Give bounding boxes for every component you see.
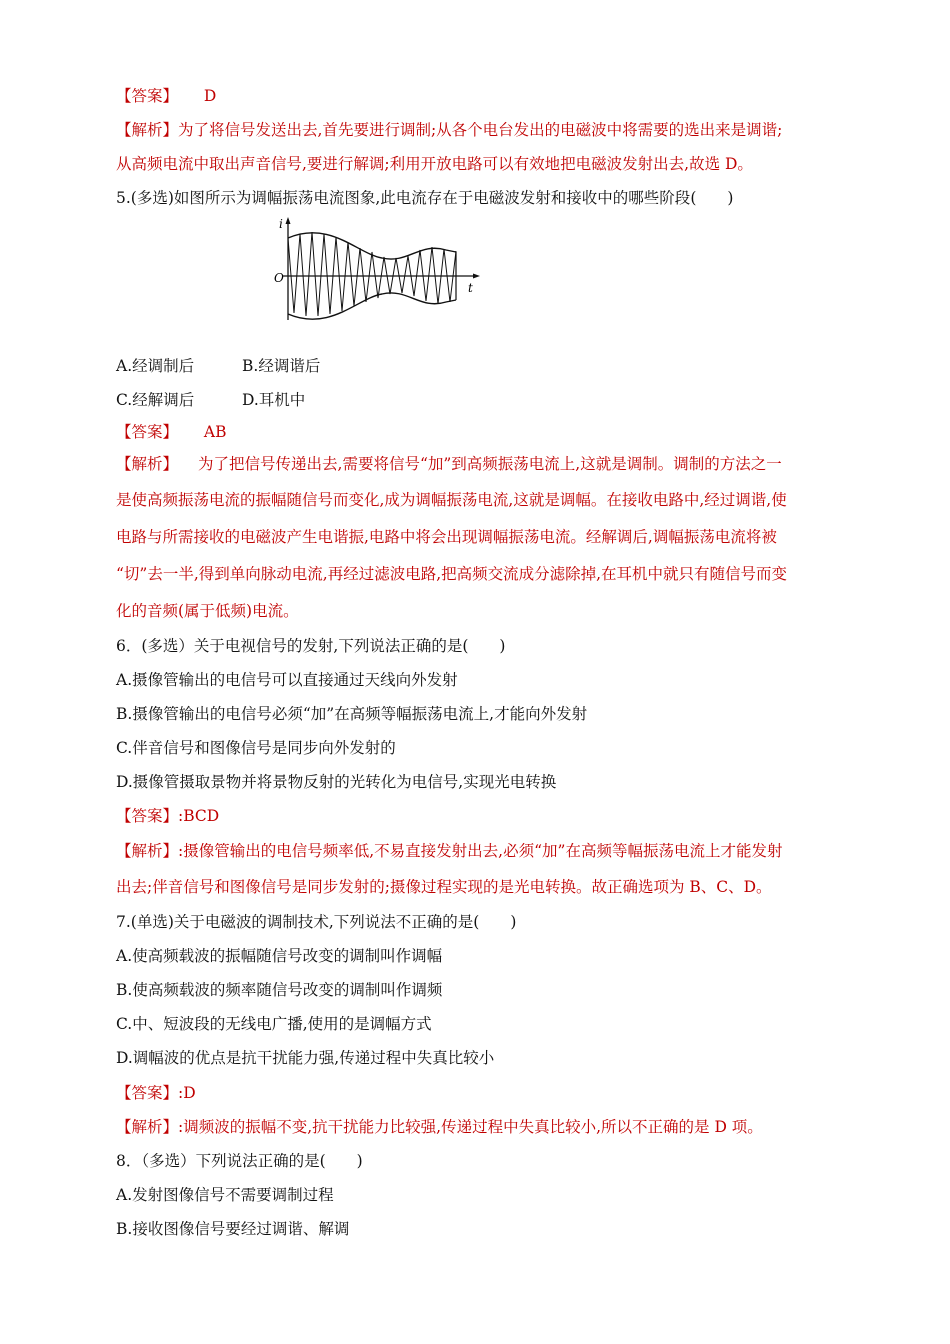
q8-stem: 8．（多选）下列说法正确的是( ) xyxy=(116,1152,363,1170)
q5-stem: 5.(多选)如图所示为调幅振荡电流图象,此电流存在于电磁波发射和接收中的哪些阶段( ) xyxy=(116,189,734,207)
q7-option-d: D.调幅波的优点是抗干扰能力强,传递过程中失真比较小 xyxy=(116,1049,495,1067)
q5-analysis-line-5: 化的音频(属于低频)电流。 xyxy=(116,602,299,620)
answer-value: D xyxy=(203,87,217,105)
q5-options-row-2 xyxy=(116,390,305,410)
q5-options-row-1 xyxy=(116,356,320,376)
answer-value: AB xyxy=(203,423,227,441)
analysis-label: 【解析】 xyxy=(116,842,179,860)
option-d: D.耳机中 xyxy=(242,391,306,409)
x-axis-label: t xyxy=(468,281,473,295)
answer-label: 【答案】 xyxy=(116,87,179,105)
option-b: B.经调谐后 xyxy=(242,357,321,375)
q4-answer xyxy=(116,86,216,106)
q6-analysis-line-1: 【解析】:摄像管输出的电信号频率低,不易直接发射出去,必须“加”在高频等幅振荡电流上才能发射 xyxy=(116,842,783,860)
analysis-label: 【解析】 xyxy=(116,455,179,473)
analysis-label: 【解析】 xyxy=(116,1118,179,1136)
answer-value: :BCD xyxy=(178,807,220,825)
q6-answer xyxy=(116,806,219,826)
q6-stem: 6．(多选）关于电视信号的发射,下列说法正确的是( ) xyxy=(116,637,506,655)
q5-analysis-line-1: 【解析】 为了把信号传递出去,需要将信号“加”到高频振荡电流上,这就是调制。调制的方法之一 xyxy=(116,455,782,473)
q7-option-a: A.使高频载波的振幅随信号改变的调制叫作调幅 xyxy=(116,947,443,965)
answer-label: 【答案】 xyxy=(116,807,179,825)
q5-answer xyxy=(116,422,226,442)
q5-analysis-line-3: 电路与所需接收的电磁波产生电谐振,电路中将会出现调幅振荡电流。经解调后,调幅振荡电流将被 xyxy=(116,528,777,546)
option-a: A.经调制后 xyxy=(116,357,195,375)
q7-answer xyxy=(116,1083,196,1103)
q7-option-b: B.使高频载波的频率随信号改变的调制叫作调频 xyxy=(116,981,443,999)
q6-option-d: D.摄像管摄取景物并将景物反射的光转化为电信号,实现光电转换 xyxy=(116,773,557,791)
q7-option-c: C.中、短波段的无线电广播,使用的是调幅方式 xyxy=(116,1015,432,1033)
q6-option-b: B.摄像管输出的电信号必须“加”在高频等幅振荡电流上,才能向外发射 xyxy=(116,705,588,723)
q7-analysis-line-1: 【解析】:调频波的振幅不变,抗干扰能力比较强,传递过程中失真比较小,所以不正确的是 D 项。 xyxy=(116,1118,763,1136)
q5-analysis-line-4: “切”去一半,得到单向脉动电流,再经过滤波电路,把高频交流成分滤除掉,在耳机中就只有随信号而变 xyxy=(116,565,788,583)
q4-analysis-line-2: 从高频电流中取出声音信号,要进行解调;利用开放电路可以有效地把电磁波发射出去,故选 D。 xyxy=(116,155,753,173)
answer-label: 【答案】 xyxy=(116,1084,179,1102)
option-c: C.经解调后 xyxy=(116,391,195,409)
q8-option-a: A.发射图像信号不需要调制过程 xyxy=(116,1186,334,1204)
origin-label: O xyxy=(274,271,284,285)
q7-stem: 7.(单选)关于电磁波的调制技术,下列说法不正确的是( ) xyxy=(116,913,517,931)
answer-value: :D xyxy=(178,1084,196,1102)
q4-analysis-line-1: 【解析】为了将信号发送出去,首先要进行调制;从各个电台发出的电磁波中将需要的选出来是调谐; xyxy=(116,121,783,139)
q6-option-a: A.摄像管输出的电信号可以直接通过天线向外发射 xyxy=(116,671,458,689)
q5-analysis-line-2: 是使高频振荡电流的振幅随信号而变化,成为调幅振荡电流,这就是调幅。在接收电路中,经过调谐,使 xyxy=(116,491,787,509)
am-current-figure xyxy=(270,214,490,326)
q6-analysis-line-2: 出去;伴音信号和图像信号是同步发射的;摄像过程实现的是光电转换。故正确选项为 B、C、D。 xyxy=(116,878,772,896)
q6-option-c: C.伴音信号和图像信号是同步向外发射的 xyxy=(116,739,396,757)
answer-label: 【答案】 xyxy=(116,423,179,441)
analysis-label: 【解析】 xyxy=(116,121,179,139)
y-axis-label: i xyxy=(279,217,283,231)
q8-option-b: B.接收图像信号要经过调谐、解调 xyxy=(116,1220,350,1238)
